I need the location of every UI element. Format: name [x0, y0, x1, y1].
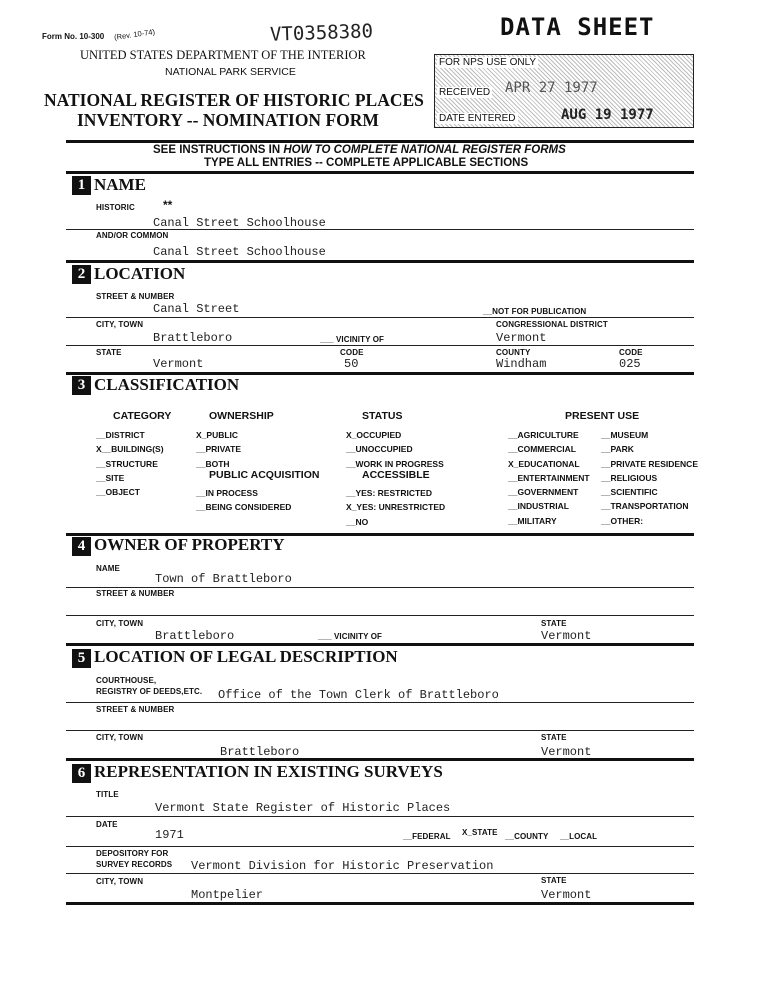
field-line	[66, 317, 694, 318]
street-label: STREET & NUMBER	[96, 292, 175, 301]
legal-state-value: Vermont	[541, 745, 592, 759]
present-use-option[interactable]: __MUSEUM	[601, 430, 649, 440]
public-acquisition-heading: PUBLIC ACQUISITION	[209, 469, 320, 481]
present-use-option[interactable]: __GOVERNMENT	[508, 487, 579, 498]
owner-name-value: Town of Brattleboro	[155, 572, 292, 586]
status-option[interactable]: X_OCCUPIED	[346, 430, 402, 440]
acquisition-options	[196, 486, 291, 515]
county-code-label: CODE	[619, 348, 643, 357]
vicinity-label: ___ VICINITY OF	[320, 335, 385, 344]
state-code-label: CODE	[340, 348, 364, 357]
depository-city-value: Montpelier	[191, 888, 264, 902]
field-line	[66, 846, 694, 847]
courthouse-label: COURTHOUSE,	[96, 676, 157, 685]
category-option[interactable]: __SITE	[96, 472, 125, 483]
instructions-line2: TYPE ALL ENTRIES -- COMPLETE APPLICABLE SECTIONS	[204, 157, 529, 169]
category-options	[96, 428, 164, 499]
owner-name-label: NAME	[96, 564, 120, 573]
accessible-option[interactable]: X_YES: UNRESTRICTED	[346, 502, 446, 513]
congressional-district-value: Vermont	[496, 331, 547, 345]
survey-date-label: DATE	[96, 820, 118, 829]
owner-city-value: Brattleboro	[155, 629, 235, 643]
county-label: COUNTY	[496, 348, 531, 357]
city-value: Brattleboro	[153, 331, 233, 345]
owner-state-value: Vermont	[541, 629, 592, 643]
date-entered-stamp: AUG 19 1977	[561, 107, 654, 123]
section-title: LOCATION	[94, 264, 186, 283]
section-title: OWNER OF PROPERTY	[94, 535, 285, 554]
present-use-option[interactable]: X_EDUCATIONAL	[508, 458, 580, 469]
instructions-emphasis: HOW TO COMPLETE NATIONAL REGISTER FORMS	[283, 144, 566, 156]
field-line	[66, 615, 694, 616]
field-line	[66, 702, 694, 703]
field-line	[66, 730, 694, 731]
present-use-option[interactable]: __INDUSTRIAL	[508, 501, 569, 512]
survey-title-label: TITLE	[96, 790, 119, 799]
congressional-district-label: CONGRESSIONAL DISTRICT	[496, 320, 608, 329]
accessible-option[interactable]: __NO	[346, 516, 369, 527]
form-title-line1: NATIONAL REGISTER OF HISTORIC PLACES	[44, 90, 424, 110]
accessible-option[interactable]: __YES: RESTRICTED	[346, 488, 432, 498]
ownership-option[interactable]: __PRIVATE	[196, 444, 242, 455]
divider	[66, 140, 694, 143]
registry-label: REGISTRY OF DEEDS,ETC.	[96, 687, 203, 696]
section-number: 4	[72, 537, 91, 556]
section-number: 6	[72, 764, 91, 783]
ownership-options	[196, 428, 241, 471]
instructions-text: SEE INSTRUCTIONS IN	[153, 144, 284, 156]
depository-label-line1: DEPOSITORY FOR	[96, 849, 169, 858]
present-use-option[interactable]: __MILITARY	[508, 515, 557, 526]
instructions-line1	[153, 144, 566, 156]
present-use-option[interactable]: __TRANSPORTATION	[601, 501, 689, 512]
county-code-value: 025	[619, 357, 641, 371]
category-option[interactable]: __STRUCTURE	[96, 458, 158, 469]
handwritten-reference-number: VT0358380	[269, 20, 374, 46]
ownership-option[interactable]: X_PUBLIC	[196, 430, 239, 440]
form-revision: (Rev. 10-74)	[113, 27, 156, 42]
depository-label-line2: SURVEY RECORDS	[96, 860, 173, 869]
state-code-value: 50	[344, 357, 359, 371]
category-option[interactable]: X__BUILDING(S)	[96, 444, 164, 455]
depository-state-value: Vermont	[541, 888, 592, 902]
common-name-label: AND/OR COMMON	[96, 231, 169, 240]
present-use-option[interactable]: __OTHER:	[601, 515, 644, 526]
category-option[interactable]: __DISTRICT	[96, 430, 145, 440]
survey-state-option[interactable]: X_STATE	[462, 828, 498, 837]
section-title: CLASSIFICATION	[94, 375, 240, 394]
historic-name-value: Canal Street Schoolhouse	[153, 216, 326, 230]
section-title: NAME	[94, 175, 146, 194]
historic-label: HISTORIC	[96, 203, 135, 212]
county-value: Windham	[496, 357, 547, 371]
state-label: STATE	[96, 348, 122, 357]
section-number: 1	[72, 176, 91, 195]
survey-county-option[interactable]: __COUNTY	[505, 832, 549, 841]
section-number: 2	[72, 265, 91, 284]
section-title: LOCATION OF LEGAL DESCRIPTION	[94, 647, 398, 666]
present-use-option[interactable]: __SCIENTIFIC	[601, 487, 658, 498]
status-heading: STATUS	[362, 410, 403, 422]
field-line	[66, 587, 694, 588]
legal-city-value: Brattleboro	[220, 745, 300, 759]
section-number: 3	[72, 376, 91, 395]
field-line	[66, 229, 694, 230]
department-name: UNITED STATES DEPARTMENT OF THE INTERIOR	[80, 48, 366, 62]
status-options	[346, 428, 444, 471]
present-use-option[interactable]: __AGRICULTURE	[508, 430, 579, 440]
depository-city-label: CITY, TOWN	[96, 877, 144, 886]
present-use-option[interactable]: __COMMERCIAL	[508, 444, 577, 455]
section-number: 5	[72, 649, 91, 668]
category-heading: CATEGORY	[113, 410, 172, 422]
registry-value: Office of the Town Clerk of Brattleboro	[218, 688, 499, 702]
present-use-option[interactable]: __RELIGIOUS	[601, 472, 658, 483]
not-for-publication: __NOT FOR PUBLICATION	[483, 307, 587, 316]
divider	[66, 171, 694, 174]
owner-street-label: STREET & NUMBER	[96, 589, 175, 598]
survey-date-value: 1971	[155, 828, 184, 842]
divider	[66, 260, 694, 263]
legal-street-label: STREET & NUMBER	[96, 705, 175, 714]
ownership-heading: OWNERSHIP	[209, 410, 274, 422]
owner-city-label: CITY, TOWN	[96, 619, 144, 628]
field-line	[66, 345, 694, 346]
received-stamp: APR 27 1977	[505, 80, 598, 96]
present-use-heading: PRESENT USE	[565, 410, 640, 422]
city-label: CITY, TOWN	[96, 320, 144, 329]
field-line	[66, 873, 694, 874]
received-label: RECEIVED	[439, 87, 491, 98]
survey-title-value: Vermont State Register of Historic Places	[155, 801, 451, 815]
street-value: Canal Street	[153, 302, 240, 316]
accessible-options	[346, 486, 445, 529]
nps-box-heading: FOR NPS USE ONLY	[439, 57, 537, 68]
common-name-value: Canal Street Schoolhouse	[153, 245, 326, 259]
owner-vicinity-label: ___ VICINITY OF	[318, 632, 383, 641]
survey-federal-option[interactable]: __FEDERAL	[403, 832, 451, 841]
data-sheet-stamp: DATA SHEET	[500, 13, 655, 41]
present-use-options-col1	[508, 428, 590, 528]
section-title: REPRESENTATION IN EXISTING SURVEYS	[94, 762, 443, 781]
legal-city-label: CITY, TOWN	[96, 733, 144, 742]
agency-name: NATIONAL PARK SERVICE	[165, 66, 296, 78]
depository-value: Vermont Division for Historic Preservation	[191, 859, 494, 873]
nps-use-only-box	[434, 54, 694, 128]
present-use-option[interactable]: __PRIVATE RESIDENCE	[601, 458, 698, 469]
state-value: Vermont	[153, 357, 204, 371]
divider	[66, 902, 694, 905]
field-line	[66, 816, 694, 817]
acquisition-option[interactable]: __BEING CONSIDERED	[196, 502, 292, 513]
legal-state-label: STATE	[541, 733, 567, 742]
accessible-heading: ACCESSIBLE	[362, 469, 430, 481]
category-option[interactable]: __OBJECT	[96, 487, 140, 498]
depository-state-label: STATE	[541, 876, 567, 885]
survey-local-option[interactable]: __LOCAL	[560, 832, 598, 841]
owner-state-label: STATE	[541, 619, 567, 628]
present-use-option[interactable]: __PARK	[601, 444, 634, 455]
present-use-option[interactable]: __ENTERTAINMENT	[508, 472, 590, 483]
present-use-options-col2	[601, 428, 698, 528]
status-option[interactable]: __WORK IN PROGRESS	[346, 458, 444, 469]
divider	[66, 758, 694, 761]
acquisition-option[interactable]: __IN PROCESS	[196, 488, 258, 498]
date-entered-label: DATE ENTERED	[439, 113, 516, 124]
form-title-line2: INVENTORY -- NOMINATION FORM	[77, 110, 379, 130]
ownership-option[interactable]: __BOTH	[196, 458, 230, 469]
status-option[interactable]: __UNOCCUPIED	[346, 444, 413, 455]
form-number: Form No. 10-300	[42, 32, 105, 41]
divider	[66, 643, 694, 646]
historic-asterisks: **	[163, 198, 173, 212]
